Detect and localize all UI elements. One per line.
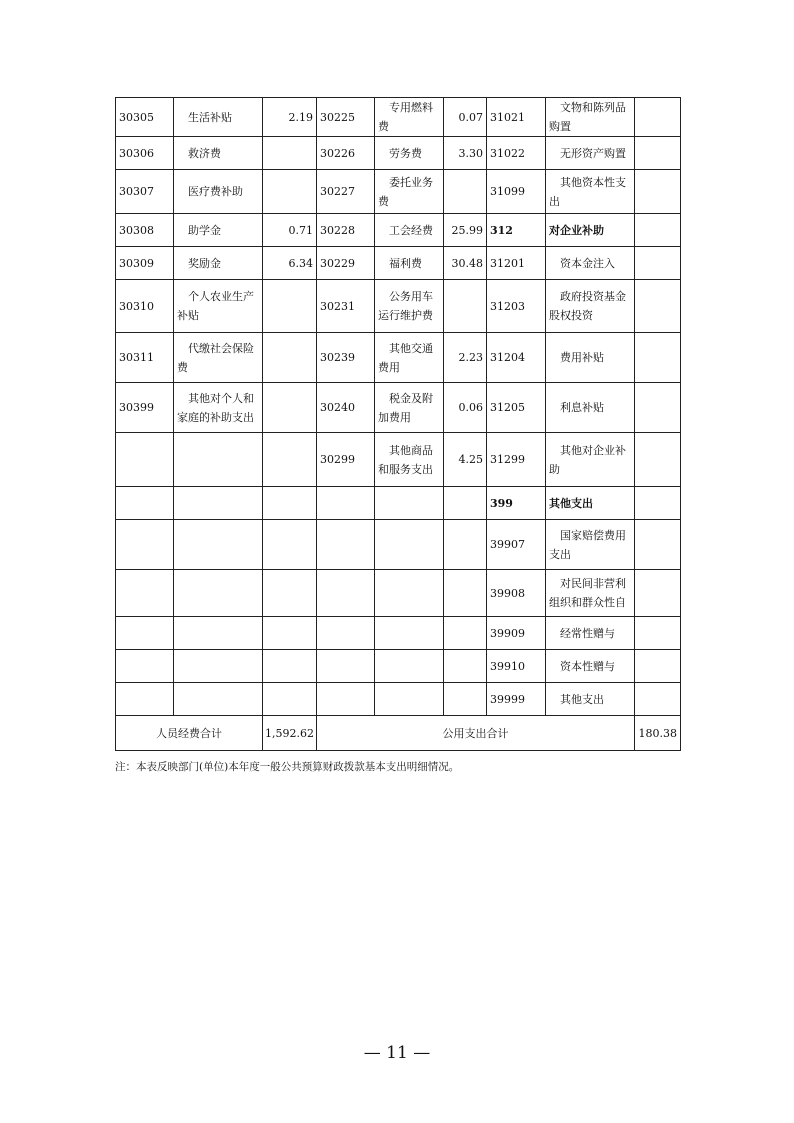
capital-item-cell xyxy=(546,98,635,137)
capital-code-cell: 31099 xyxy=(487,170,546,214)
personnel-item-cell-text: 代缴社会保险费 xyxy=(177,341,254,374)
capital-code-cell: 399 xyxy=(487,487,546,520)
personnel-amount-cell xyxy=(263,433,317,487)
table-row xyxy=(116,520,681,570)
personnel-item-cell-text: 奖励金 xyxy=(188,256,221,270)
public-item-cell-text: 公务用车运行维护费 xyxy=(378,290,433,322)
page-number: — 11 — xyxy=(363,1043,431,1063)
public-amount-cell: 0.07 xyxy=(444,98,487,137)
table-row xyxy=(116,333,681,383)
public-total-label: 公用支出合计 xyxy=(317,716,635,751)
table-note: 注：本表反映部门(单位)本年度一般公共预算财政拨款基本支出明细情况。 xyxy=(115,761,460,773)
capital-item-cell-text: 其他对企业补助 xyxy=(549,443,626,476)
public-code-cell xyxy=(317,617,375,650)
table-row xyxy=(116,383,681,433)
public-item-cell-text: 专用燃料费 xyxy=(378,101,433,133)
capital-amount-cell xyxy=(635,487,681,520)
public-item-cell-text: 工会经费 xyxy=(389,223,433,237)
capital-amount-cell xyxy=(635,570,681,617)
public-item-cell xyxy=(375,433,444,487)
public-item-cell xyxy=(375,137,444,170)
personnel-item-cell xyxy=(174,650,263,683)
public-amount-cell xyxy=(444,520,487,570)
capital-amount-cell xyxy=(635,280,681,333)
capital-amount-cell xyxy=(635,383,681,433)
personnel-amount-cell: 2.19 xyxy=(263,98,317,137)
public-code-cell: 30239 xyxy=(317,333,375,383)
personnel-code-cell xyxy=(116,650,174,683)
public-item-cell-text: 其他商品和服务支出 xyxy=(378,443,433,476)
personnel-amount-cell: 0.71 xyxy=(263,214,317,247)
public-amount-cell xyxy=(444,170,487,214)
personnel-item-cell xyxy=(174,247,263,280)
personnel-amount-cell xyxy=(263,570,317,617)
public-item-cell-text: 其他交通费用 xyxy=(378,341,433,374)
capital-code-cell: 39909 xyxy=(487,617,546,650)
public-code-cell xyxy=(317,683,375,716)
public-item-cell xyxy=(375,98,444,137)
capital-item-cell-text: 经常性赠与 xyxy=(560,626,615,640)
budget-expenditure-table xyxy=(115,97,681,751)
public-amount-cell: 0.06 xyxy=(444,383,487,433)
public-amount-cell: 3.30 xyxy=(444,137,487,170)
public-amount-cell xyxy=(444,683,487,716)
budget-table-container xyxy=(115,97,681,751)
capital-item-cell xyxy=(546,170,635,214)
capital-item-cell: 其他支出 xyxy=(546,487,635,520)
capital-code-cell: 31203 xyxy=(487,280,546,333)
capital-code-cell: 312 xyxy=(487,214,546,247)
personnel-item-cell-text: 其他对个人和家庭的补助支出 xyxy=(177,391,254,424)
public-item-cell xyxy=(375,487,444,520)
capital-code-cell: 31205 xyxy=(487,383,546,433)
capital-amount-cell xyxy=(635,520,681,570)
public-code-cell: 30227 xyxy=(317,170,375,214)
personnel-amount-cell xyxy=(263,650,317,683)
public-item-cell-text: 劳务费 xyxy=(389,146,422,160)
capital-item-cell-text: 资本金注入 xyxy=(560,256,615,270)
personnel-item-cell-text: 助学金 xyxy=(188,223,221,237)
personnel-item-cell xyxy=(174,617,263,650)
personnel-code-cell xyxy=(116,617,174,650)
capital-item-cell-text: 费用补贴 xyxy=(560,351,604,364)
capital-item-cell xyxy=(546,683,635,716)
table-row xyxy=(116,214,681,247)
personnel-amount-cell xyxy=(263,280,317,333)
public-item-cell xyxy=(375,170,444,214)
table-row xyxy=(116,433,681,487)
capital-code-cell: 39908 xyxy=(487,570,546,617)
public-amount-cell xyxy=(444,650,487,683)
public-item-cell xyxy=(375,570,444,617)
public-code-cell: 30225 xyxy=(317,98,375,137)
capital-item-cell xyxy=(546,247,635,280)
personnel-code-cell: 30399 xyxy=(116,383,174,433)
table-row xyxy=(116,617,681,650)
table-row xyxy=(116,170,681,214)
public-amount-cell xyxy=(444,487,487,520)
public-item-cell xyxy=(375,383,444,433)
capital-code-cell: 31021 xyxy=(487,98,546,137)
table-row xyxy=(116,137,681,170)
capital-amount-cell xyxy=(635,137,681,170)
public-amount-cell xyxy=(444,280,487,333)
capital-item-cell xyxy=(546,137,635,170)
capital-amount-cell xyxy=(635,170,681,214)
public-item-cell xyxy=(375,214,444,247)
capital-amount-cell xyxy=(635,433,681,487)
public-code-cell: 30226 xyxy=(317,137,375,170)
table-row xyxy=(116,650,681,683)
capital-amount-cell xyxy=(635,247,681,280)
personnel-item-cell xyxy=(174,170,263,214)
table-body xyxy=(116,98,681,751)
capital-code-cell: 39999 xyxy=(487,683,546,716)
personnel-item-cell-text: 生活补贴 xyxy=(188,110,232,124)
public-item-cell xyxy=(375,650,444,683)
capital-item-cell-text: 国家赔偿费用支出 xyxy=(549,528,626,561)
public-item-cell xyxy=(375,333,444,383)
public-amount-cell: 4.25 xyxy=(444,433,487,487)
personnel-code-cell xyxy=(116,520,174,570)
public-code-cell xyxy=(317,520,375,570)
personnel-amount-cell: 6.34 xyxy=(263,247,317,280)
personnel-item-cell xyxy=(174,570,263,617)
public-amount-cell: 30.48 xyxy=(444,247,487,280)
capital-item-cell-text: 无形资产购置 xyxy=(560,146,626,160)
personnel-code-cell xyxy=(116,683,174,716)
personnel-amount-cell xyxy=(263,333,317,383)
capital-code-cell: 31201 xyxy=(487,247,546,280)
table-row xyxy=(116,570,681,617)
personnel-code-cell xyxy=(116,487,174,520)
public-item-cell-text: 福利费 xyxy=(389,256,422,270)
public-code-cell: 30228 xyxy=(317,214,375,247)
personnel-amount-cell xyxy=(263,617,317,650)
public-code-cell: 30299 xyxy=(317,433,375,487)
capital-item-cell-text: 资本性赠与 xyxy=(560,659,615,673)
public-item-cell xyxy=(375,247,444,280)
public-code-cell xyxy=(317,487,375,520)
personnel-item-cell xyxy=(174,383,263,433)
personnel-item-cell xyxy=(174,487,263,520)
public-code-cell: 30240 xyxy=(317,383,375,433)
capital-code-cell: 31022 xyxy=(487,137,546,170)
personnel-item-cell xyxy=(174,333,263,383)
public-amount-cell xyxy=(444,617,487,650)
table-row xyxy=(116,487,681,520)
capital-amount-cell xyxy=(635,617,681,650)
personnel-code-cell xyxy=(116,570,174,617)
public-code-cell: 30229 xyxy=(317,247,375,280)
capital-item-cell xyxy=(546,520,635,570)
public-code-cell xyxy=(317,650,375,683)
capital-item-cell: 对企业补助 xyxy=(546,214,635,247)
personnel-item-cell xyxy=(174,520,263,570)
personnel-item-cell xyxy=(174,98,263,137)
capital-item-cell-text: 文物和陈列品购置 xyxy=(549,101,626,133)
capital-amount-cell xyxy=(635,98,681,137)
capital-amount-cell xyxy=(635,214,681,247)
personnel-code-cell: 30309 xyxy=(116,247,174,280)
capital-item-cell-text: 对民间非营利组织和群众性自 xyxy=(549,577,626,609)
personnel-item-cell xyxy=(174,214,263,247)
capital-amount-cell xyxy=(635,650,681,683)
capital-item-cell xyxy=(546,383,635,433)
personnel-total-value: 1,592.62 xyxy=(263,716,317,751)
public-item-cell xyxy=(375,520,444,570)
public-item-cell xyxy=(375,617,444,650)
personnel-amount-cell xyxy=(263,137,317,170)
personnel-amount-cell xyxy=(263,487,317,520)
table-row xyxy=(116,683,681,716)
capital-item-cell-text: 利息补贴 xyxy=(560,401,604,414)
capital-item-cell-text: 其他资本性支出 xyxy=(549,175,626,208)
capital-item-cell xyxy=(546,333,635,383)
personnel-item-cell-text: 救济费 xyxy=(188,146,221,160)
personnel-code-cell: 30310 xyxy=(116,280,174,333)
personnel-code-cell: 30308 xyxy=(116,214,174,247)
public-item-cell-text: 委托业务费 xyxy=(378,175,433,208)
capital-code-cell: 31204 xyxy=(487,333,546,383)
public-item-cell xyxy=(375,280,444,333)
table-row xyxy=(116,98,681,137)
capital-item-cell xyxy=(546,433,635,487)
capital-item-cell-text: 政府投资基金股权投资 xyxy=(549,290,626,322)
public-item-cell-text: 税金及附加费用 xyxy=(378,391,433,424)
personnel-code-cell: 30305 xyxy=(116,98,174,137)
personnel-item-cell xyxy=(174,433,263,487)
public-code-cell xyxy=(317,570,375,617)
public-amount-cell: 25.99 xyxy=(444,214,487,247)
table-row xyxy=(116,247,681,280)
public-item-cell xyxy=(375,683,444,716)
capital-amount-cell xyxy=(635,683,681,716)
personnel-code-cell: 30306 xyxy=(116,137,174,170)
personnel-amount-cell xyxy=(263,170,317,214)
capital-item-cell-text: 其他支出 xyxy=(560,692,604,706)
capital-code-cell: 39910 xyxy=(487,650,546,683)
totals-row xyxy=(116,716,681,751)
capital-item-cell xyxy=(546,650,635,683)
capital-code-cell: 31299 xyxy=(487,433,546,487)
personnel-item-cell xyxy=(174,280,263,333)
personnel-item-cell xyxy=(174,137,263,170)
public-amount-cell xyxy=(444,570,487,617)
personnel-amount-cell xyxy=(263,383,317,433)
public-total-value: 180.38 xyxy=(635,716,681,751)
personnel-total-label: 人员经费合计 xyxy=(116,716,263,751)
capital-item-cell xyxy=(546,280,635,333)
personnel-amount-cell xyxy=(263,520,317,570)
public-code-cell: 30231 xyxy=(317,280,375,333)
personnel-amount-cell xyxy=(263,683,317,716)
public-amount-cell: 2.23 xyxy=(444,333,487,383)
capital-code-cell: 39907 xyxy=(487,520,546,570)
capital-item-cell xyxy=(546,617,635,650)
personnel-code-cell: 30311 xyxy=(116,333,174,383)
personnel-item-cell-text: 医疗费补助 xyxy=(188,185,243,198)
personnel-code-cell: 30307 xyxy=(116,170,174,214)
personnel-item-cell xyxy=(174,683,263,716)
capital-item-cell xyxy=(546,570,635,617)
table-row xyxy=(116,280,681,333)
personnel-code-cell xyxy=(116,433,174,487)
personnel-item-cell-text: 个人农业生产补贴 xyxy=(177,290,254,322)
capital-amount-cell xyxy=(635,333,681,383)
